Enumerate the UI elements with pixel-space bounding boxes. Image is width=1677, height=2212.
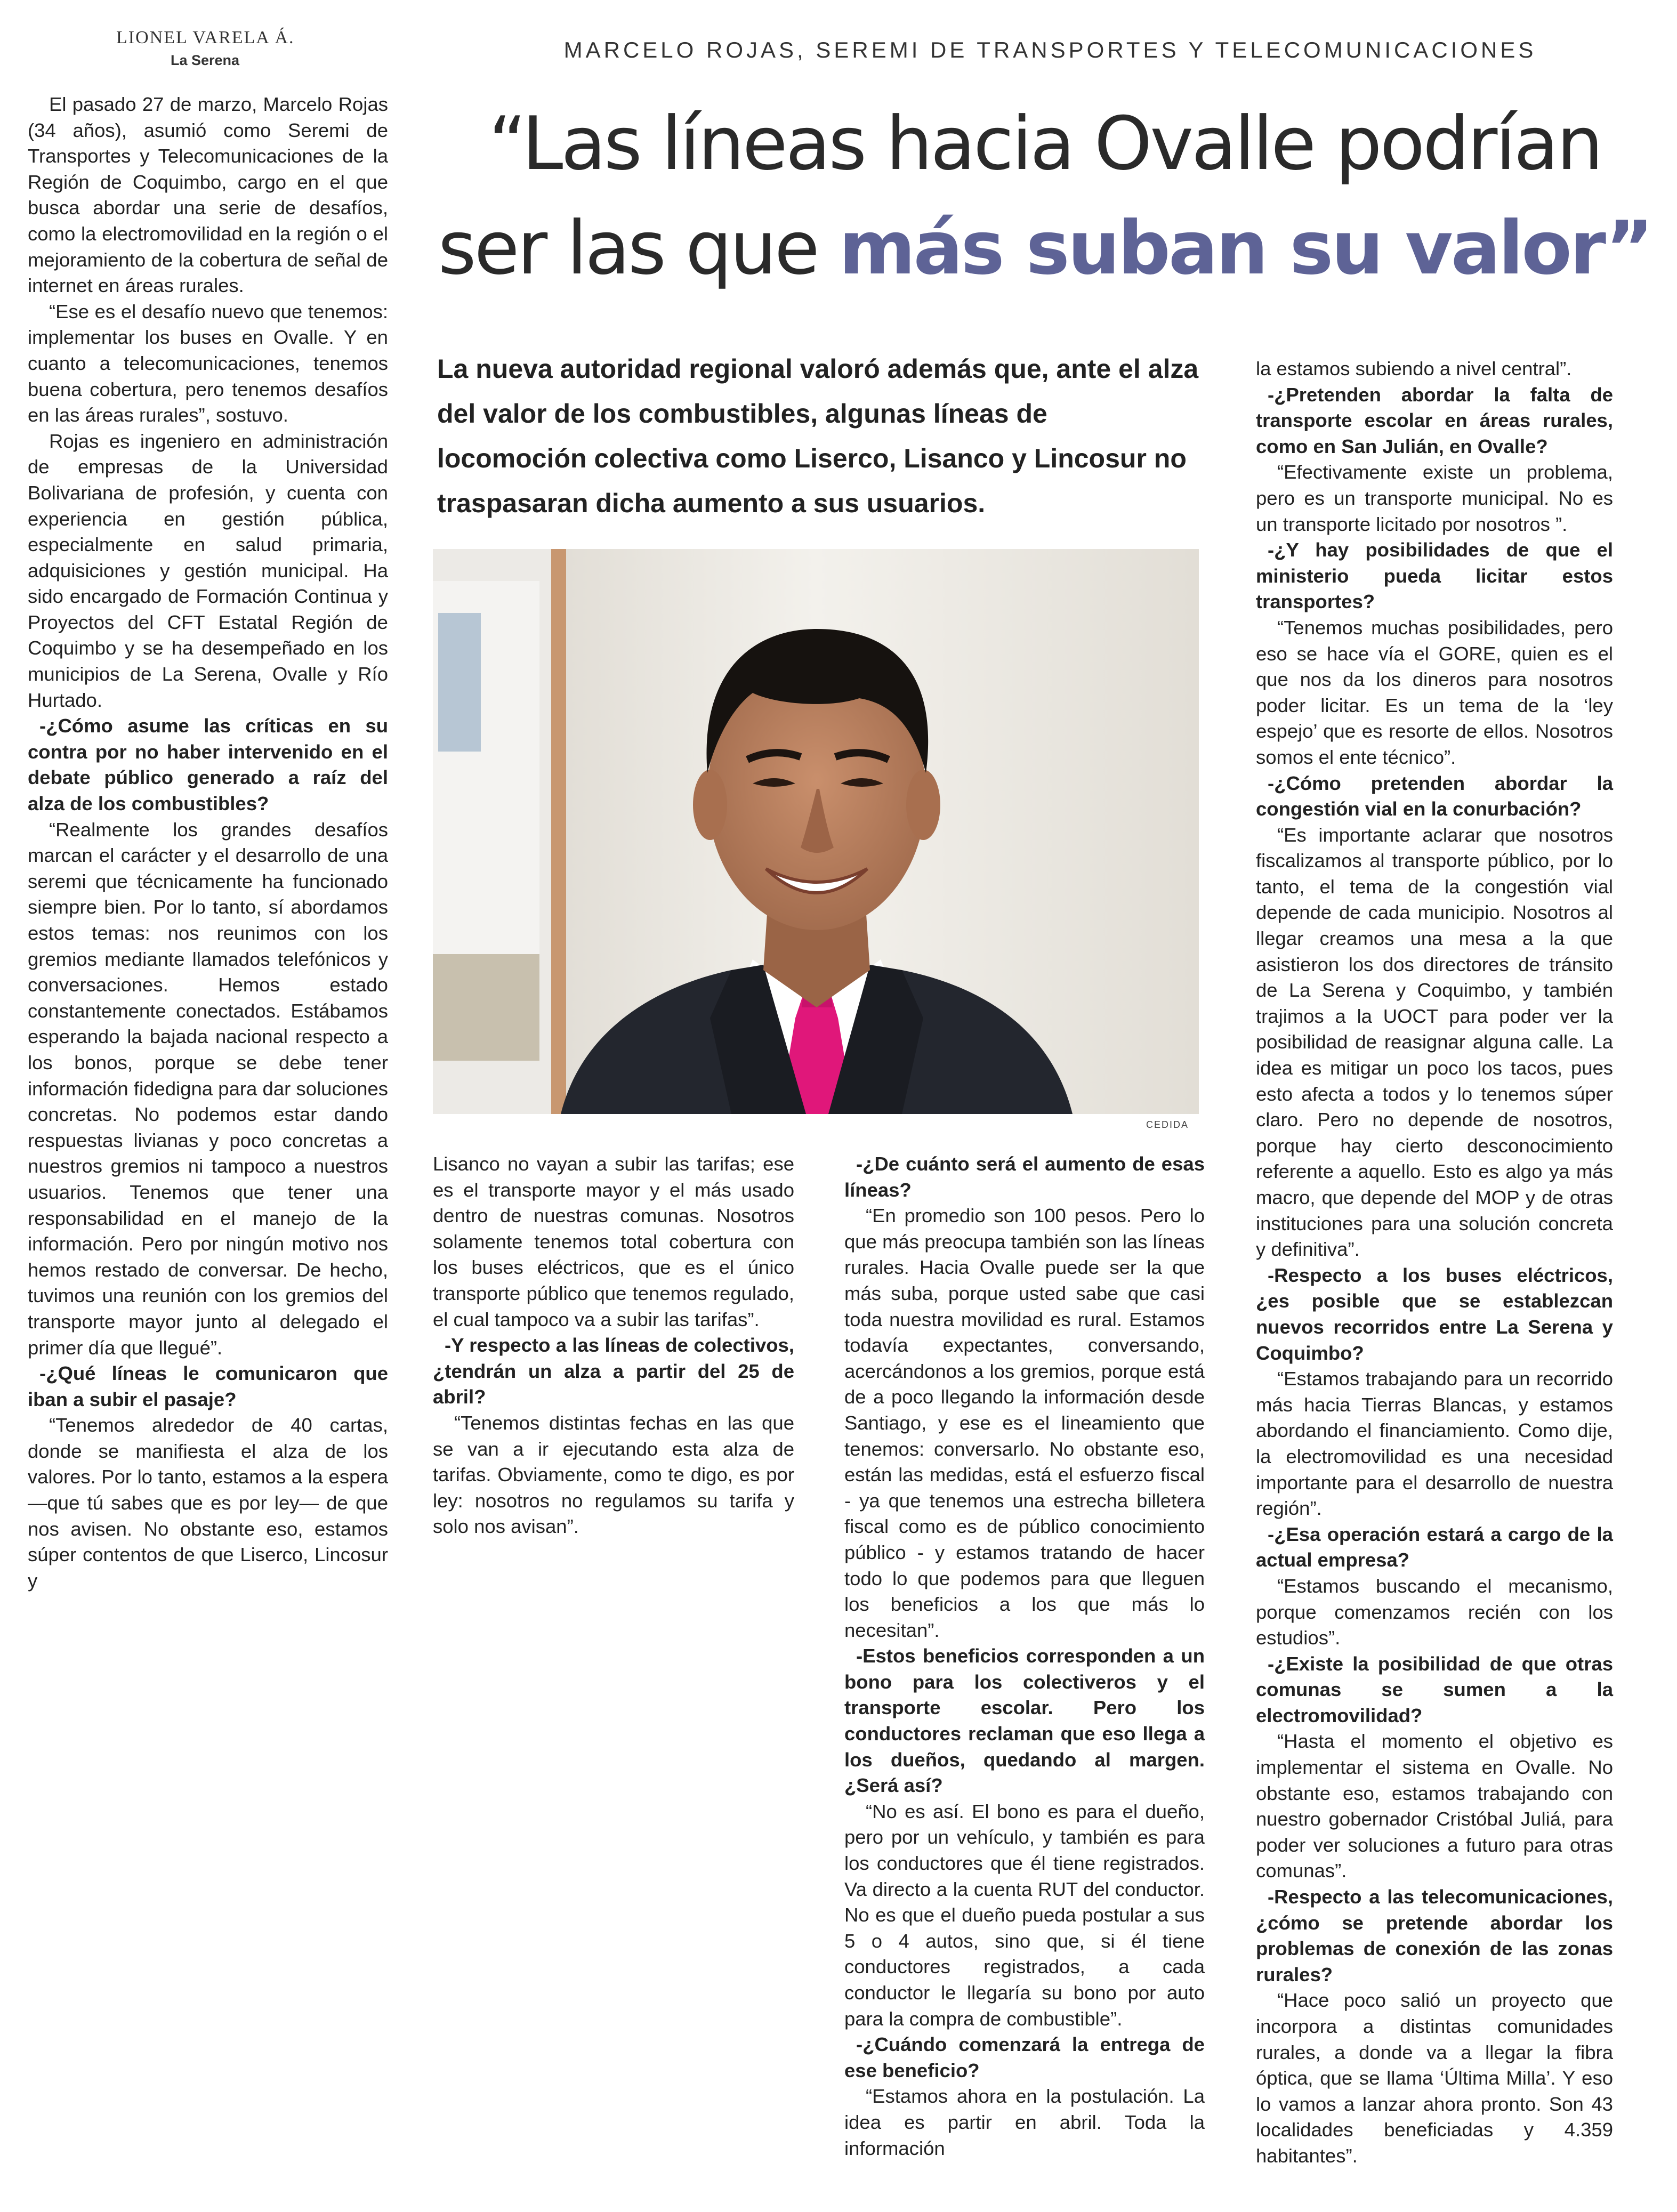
article-paragraph: “Realmente los grandes desafíos marcan el carácter y el desarrollo de una seremi que técnicamente ha funcionado siempre bien. Por lo tanto, sí abordamos estos temas: nos reunimos con los gremios mediante llamados telefónicos y conversaciones. Hemos estado constantemente conectados. Estábamos esperando la bajada nacional respecto a los bonos, porque se debe tener información fidedigna para dar soluciones concretas. No podemos estar dando respuestas livianas y poco concretas a nuestros gremios ni tampoco a nuestros usuarios. Tenemos que tener una responsabilidad en el manejo de la información. Pero por ningún motivo nos hemos restado de conversar. De hecho, tuvimos una reunión con los gremios del transporte mayor junto al delegado el primer día que llegué”.: [28, 818, 388, 1359]
interview-question: -¿Y hay posibilidades de que el ministerio pueda licitar estos transportes?: [1256, 539, 1613, 613]
interview-question: -¿Qué líneas le comunicaron que iban a subir el pasaje?: [28, 1362, 388, 1410]
interview-question: -¿Cómo pretenden abordar la congestión vial en la conurbación?: [1256, 772, 1613, 820]
column-2: [433, 1151, 794, 1540]
interview-question: -¿Esa operación estará a cargo de la actual empresa?: [1256, 1523, 1613, 1571]
column-4: [1256, 356, 1613, 2169]
article-paragraph: “Tenemos alrededor de 40 cartas, donde se manifiesta el alza de los valores. Por lo tanto, estamos a la espera —que tú sabes que es por ley— de que nos avisen. No obstante eso, estamos súper contentos de que Liserco, Lincosur y: [28, 1414, 388, 1592]
interview-question: -¿Pretenden abordar la falta de transporte escolar en áreas rurales, como en San Julián, en Ovalle?: [1256, 383, 1613, 457]
headline: [416, 92, 1674, 301]
interview-question: -Respecto a los buses eléctricos, ¿es posible que se establezcan nuevos recorridos entre La Serena y Coquimbo?: [1256, 1264, 1613, 1364]
article-paragraph: la estamos subiendo a nivel central”.: [1256, 358, 1572, 380]
headline-line-2-text: ser las que: [438, 205, 839, 291]
interview-question: -¿Existe la posibilidad de que otras comunas se sumen a la electromovilidad?: [1256, 1652, 1613, 1726]
byline-author: LIONEL VARELA Á.: [116, 28, 295, 47]
column-1: [28, 92, 388, 1594]
article-paragraph: “Efectivamente existe un problema, pero es un transporte municipal. No es un transporte licitado por nosotros ”.: [1256, 461, 1613, 535]
article-paragraph: “No es así. El bono es para el dueño, pero por un vehículo, y también es para los conductores que él tiene registrados. Va directo a la cuenta RUT del conductor. No es que el dueño pueda postular a sus 5 o 4 autos, sino que, si él tiene conductores registrados, a cada conductor le llegaría su bono por auto para la compra de combustible”.: [844, 1800, 1205, 2030]
article-paragraph: “Ese es el desafío nuevo que tenemos: implementar los buses en Ovalle. Y en cuanto a telecomunicaciones, tenemos buena cobertura, pero tenemos desafíos en las áreas rurales”, sostuvo.: [28, 300, 388, 426]
article-paragraph: Rojas es ingeniero en administración de empresas de la Universidad Bolivariana de profesión, y cuenta con experiencia en gestión pública, especialmente en salud primaria, adquisiciones y gestión municipal. Ha sido encargado de Formación Continua y Proyectos del CFT Estatal Región de Coquimbo y se ha desempeñado en los municipios de La Serena, Ovalle y Río Hurtado.: [28, 430, 388, 711]
article-kicker: MARCELO ROJAS, SEREMI DE TRANSPORTES Y TELECOMUNICACIONES: [563, 37, 1537, 62]
portrait-photo: [433, 549, 1199, 1114]
article-paragraph: “Es importante aclarar que nosotros fiscalizamos al transporte público, por lo tanto, el tema de la congestión vial depende de cada municipio. Nosotros al llegar creamos una mesa a la que asistieron los dos directores de tránsito de La Serena y Coquimbo, y también trajimos a la UOCT para poder ver la posibilidad de reasignar alguna calle. La idea es mitigar un poco los tacos, pues esto afecta a todos y lo tenemos súper claro. Pero no depende de nosotros, porque hay cierto desconocimiento referente a aquello. Esto es algo ya más macro, que depende del MOP y de otras instituciones para una solución concreta y definitiva”.: [1256, 824, 1613, 1261]
interview-question: -Y respecto a las líneas de colectivos, ¿tendrán un alza a partir del 25 de abril?: [433, 1334, 794, 1408]
article-paragraph: “Hace poco salió un proyecto que incorpora a distintas comunidades rurales, a donde va a llegar la fibra óptica, que se llama ‘Última Milla’. Y eso lo vamos a lanzar ahora pronto. Son 43 localidades beneficiadas y 4.359 habitantes”.: [1256, 1989, 1613, 2167]
interview-question: -Respecto a las telecomunicaciones, ¿cómo se pretende abordar los problemas de conexión de las zonas rurales?: [1256, 1886, 1613, 1985]
article-paragraph: Lisanco no vayan a subir las tarifas; ese es el transporte mayor y el más usado dentro de nuestras comunas. Nosotros solamente tenemos total cobertura con los buses eléctricos, que es el único transporte público que tenemos regulado, el cual tampoco va a subir las tarifas”.: [433, 1153, 794, 1330]
byline-city: La Serena: [171, 52, 240, 68]
article-paragraph: “En promedio son 100 pesos. Pero lo que más preocupa también son las líneas rurales. Hacia Ovalle puede ser la que más suba, porque usted sabe que casi toda nuestra movilidad es rural. Estamos todavía expectantes, conversando, acercándonos a los gremios, porque está de a poco llegando la información desde Santiago, y ese es el lineamiento que tenemos: conversarlo. No obstante eso, están las medidas, está el esfuerzo fiscal - ya que tenemos una estrecha billetera fiscal como es de público conocimiento público - y estamos tratando de hacer todo lo que podemos para que lleguen los beneficios a los que más lo necesitan”.: [844, 1205, 1205, 1641]
headline-line-2: [416, 196, 1674, 301]
byline: [47, 28, 367, 69]
interview-question: -¿Cómo asume las críticas en su contra por no haber intervenido en el debate público generado a raíz del alza de los combustibles?: [28, 715, 388, 815]
article-paragraph: “Tenemos distintas fechas en las que se van a ir ejecutando esta alza de tarifas. Obviamente, como te digo, es por ley: nosotros no regulamos su tarifa y solo nos avisan”.: [433, 1411, 794, 1538]
lede: La nueva autoridad regional valoró además que, ante el alza del valor de los combustibles, algunas líneas de locomoción colectiva como Liserco, Lisanco y Lincosur no traspasaran dicha aumento a sus usuarios.: [437, 354, 1199, 518]
article-paragraph: “Tenemos muchas posibilidades, pero eso se hace vía el GORE, quien es el que nos da los dineros para nosotros poder licitar. Es un tema de la ‘ley espejo’ que es resorte de ellos. Nosotros somos el ente técnico”.: [1256, 616, 1613, 768]
headline-highlight: más suban su valor”: [838, 205, 1652, 291]
article-paragraph: “Hasta el momento el objetivo es implementar el sistema en Ovalle. No obstante eso, estamos trabajando con nuestro gobernador Cristóbal Juliá, para poder ver soluciones a futuro para otras comunas”.: [1256, 1730, 1613, 1882]
interview-question: -¿Cuándo comenzará la entrega de ese beneficio?: [844, 2033, 1205, 2081]
portrait-illustration: [433, 549, 1199, 1114]
interview-question: -Estos beneficios corresponden a un bono para los colectiveros y el transporte escolar. Pero los conductores reclaman que eso llega a los dueños, quedando al margen. ¿Será así?: [844, 1645, 1205, 1797]
article-paragraph: “Estamos trabajando para un recorrido más hacia Tierras Blancas, y estamos abordando el financiamiento. Como dije, la electromovilidad es una necesidad importante para el desarrollo de nuestra región”.: [1256, 1368, 1613, 1520]
article-paragraph: “Estamos ahora en la postulación. La idea es partir en abril. Toda la información: [844, 2085, 1205, 2159]
article-paragraph: “Estamos buscando el mecanismo, porque comenzamos recién con los estudios”.: [1256, 1575, 1613, 1649]
column-3: [844, 1151, 1205, 2161]
headline-line-1: “Las líneas hacia Ovalle podrían: [488, 101, 1601, 187]
interview-question: -¿De cuánto será el aumento de esas líneas?: [844, 1153, 1205, 1201]
photo-credit: CEDIDA: [1146, 1119, 1189, 1130]
article-paragraph: El pasado 27 de marzo, Marcelo Rojas (34 años), asumió como Seremi de Transportes y Telecomunicaciones de la Región de Coquimbo, cargo en el que busca abordar una serie de desafíos, como la electromovilidad en la región o el mejoramiento de la cobertura de señal de internet en áreas rurales.: [28, 93, 388, 297]
